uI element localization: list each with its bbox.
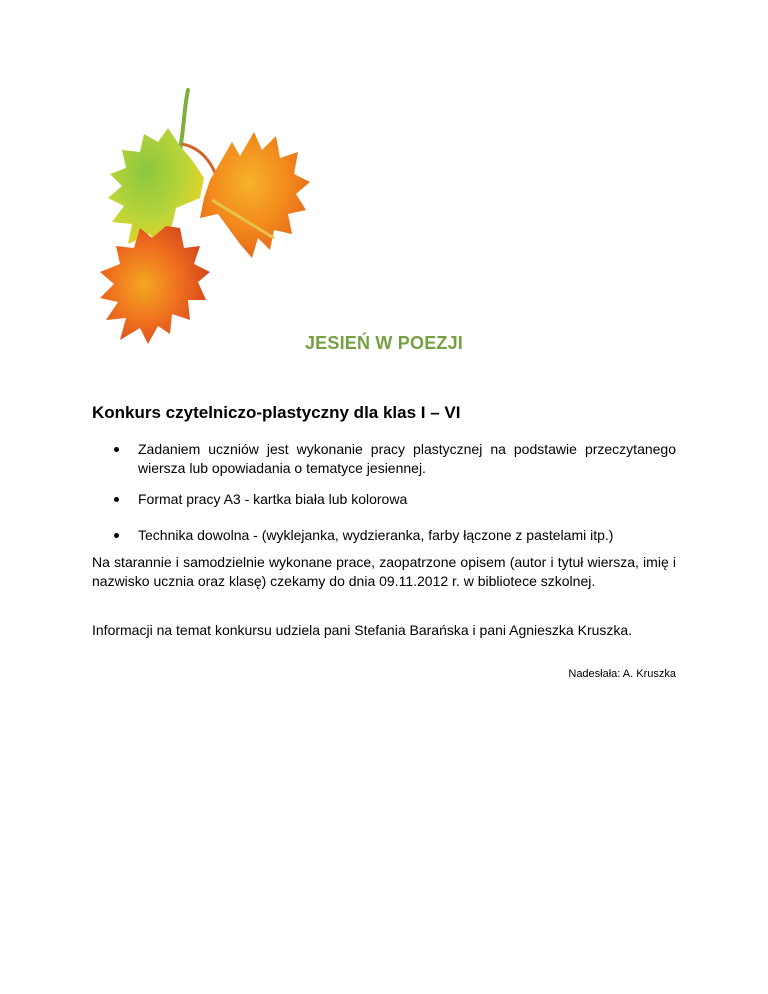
list-item-text: Format pracy A3 - kartka biała lub kolorowa bbox=[138, 491, 408, 507]
info-paragraph: Informacji na temat konkursu udziela pani Stefania Barańska i pani Agnieszka Kruszka. bbox=[92, 622, 633, 638]
signature: Nadesłała: A. Kruszka bbox=[568, 668, 676, 680]
autumn-leaves-icon bbox=[92, 88, 314, 344]
submission-paragraph: Na starannie i samodzielnie wykonane prace, zaopatrzone opisem (autor i tytuł wiersza, imię i nazwisko ucznia oraz klasę) czekamy do dnia 09.11.2012 r. w bibliotece szkolnej. bbox=[92, 554, 676, 589]
list-item bbox=[92, 526, 676, 545]
bullet-icon bbox=[114, 533, 119, 538]
contest-heading: Konkurs czytelniczo-plastyczny dla klas I – VI bbox=[92, 403, 461, 422]
bullet-icon bbox=[114, 497, 119, 502]
list-item-text: Zadaniem uczniów jest wykonanie pracy plastycznej na podstawie przeczytanego wiersza lub opowiadania o tematyce jesiennej. bbox=[138, 441, 676, 476]
list-item bbox=[92, 440, 676, 478]
list-item-text: Technika dowolna - (wyklejanka, wydzieranka, farby łączone z pastelami itp.) bbox=[138, 527, 614, 543]
bullet-icon bbox=[114, 447, 119, 452]
list-item bbox=[92, 490, 676, 509]
page-title: JESIEŃ W POEZJI bbox=[304, 333, 464, 353]
requirements-list bbox=[92, 440, 676, 562]
